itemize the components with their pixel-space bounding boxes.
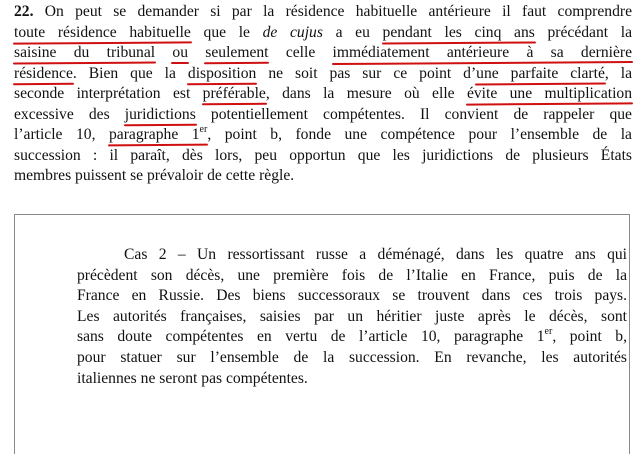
para-line-4: résidence. Bien que la disposition ne soit pas sur ce point d’une parfaite clarté, la xyxy=(14,64,633,82)
underlined-text: évite une multiplication xyxy=(466,85,632,102)
underlined-text: paragraphe 1er xyxy=(108,123,208,143)
para-line-7: l’article 10, paragraphe 1er, point b, fonde une compétence pour l’ensemble de la xyxy=(14,123,632,143)
case-text xyxy=(77,245,627,389)
underlined-text: disposition xyxy=(187,64,257,82)
case-line-7: italiennes ne seront pas compétentes. xyxy=(77,369,308,387)
case-line-2: précèdent son décès, une première fois de l’Italie en France, puis de la xyxy=(77,266,627,284)
para-line-5: seconde interprétation est préférable, dans la mesure où elle évite une multiplication xyxy=(14,85,632,102)
superscript: er xyxy=(544,326,553,338)
underlined-text: une parfaite clarté xyxy=(476,64,605,82)
underlined-text: résidence xyxy=(14,64,73,82)
case-line-6: pour statuer sur l’ensemble de la succession. En revanche, les autorités xyxy=(77,348,627,366)
underlined-text: ou xyxy=(172,44,188,61)
underlined-text: immédiatement antérieure à sa dernière xyxy=(332,44,633,61)
paragraph-22 xyxy=(14,2,632,187)
underlined-text: pendant les cinq ans xyxy=(382,23,535,41)
case-line-1: Cas 2 – Un ressortissant russe a déménagé, dans les quatre ans qui xyxy=(124,246,627,263)
paragraph-number: 22. xyxy=(14,3,34,20)
case-line-4: Les autorités françaises, saisies par un héritier juste après le décès, sont xyxy=(77,307,627,325)
para-line-3: saisine du tribunal ou seulement celle immédiatement antérieure à sa dernière xyxy=(14,44,633,61)
italic-term: de cujus xyxy=(262,23,323,41)
underlined-text: saisine du tribunal xyxy=(14,44,156,61)
para-line-6: excessive des juridictions potentiellement compétentes. Il convient de rappeler que xyxy=(14,105,632,123)
underlined-text: juridictions xyxy=(124,105,196,123)
para-line-9: membres puissent se prévaloir de cette règle. xyxy=(14,167,295,184)
para-line-8: succession : il paraît, dès lors, peu opportun que les juridictions de plusieurs États xyxy=(14,146,632,164)
case-box xyxy=(14,214,630,454)
case-line-3: France en Russie. Des biens successoraux se trouvent dans ces trois pays. xyxy=(77,287,627,305)
underlined-text: préférable xyxy=(202,85,266,102)
underlined-text: toute résidence habituelle xyxy=(14,23,191,41)
para-line-2: toute résidence habituelle que le de cujus a eu pendant les cinq ans précédant la xyxy=(14,23,632,41)
case-line-5: sans doute compétentes en vertu de l’article 10, paragraphe 1er, point b, xyxy=(77,326,627,346)
para-line-1: 22. On peut se demander si par la résidence habituelle antérieure il faut comprendre xyxy=(14,3,632,20)
underlined-text: seulement xyxy=(205,44,269,61)
superscript: er xyxy=(199,123,208,135)
